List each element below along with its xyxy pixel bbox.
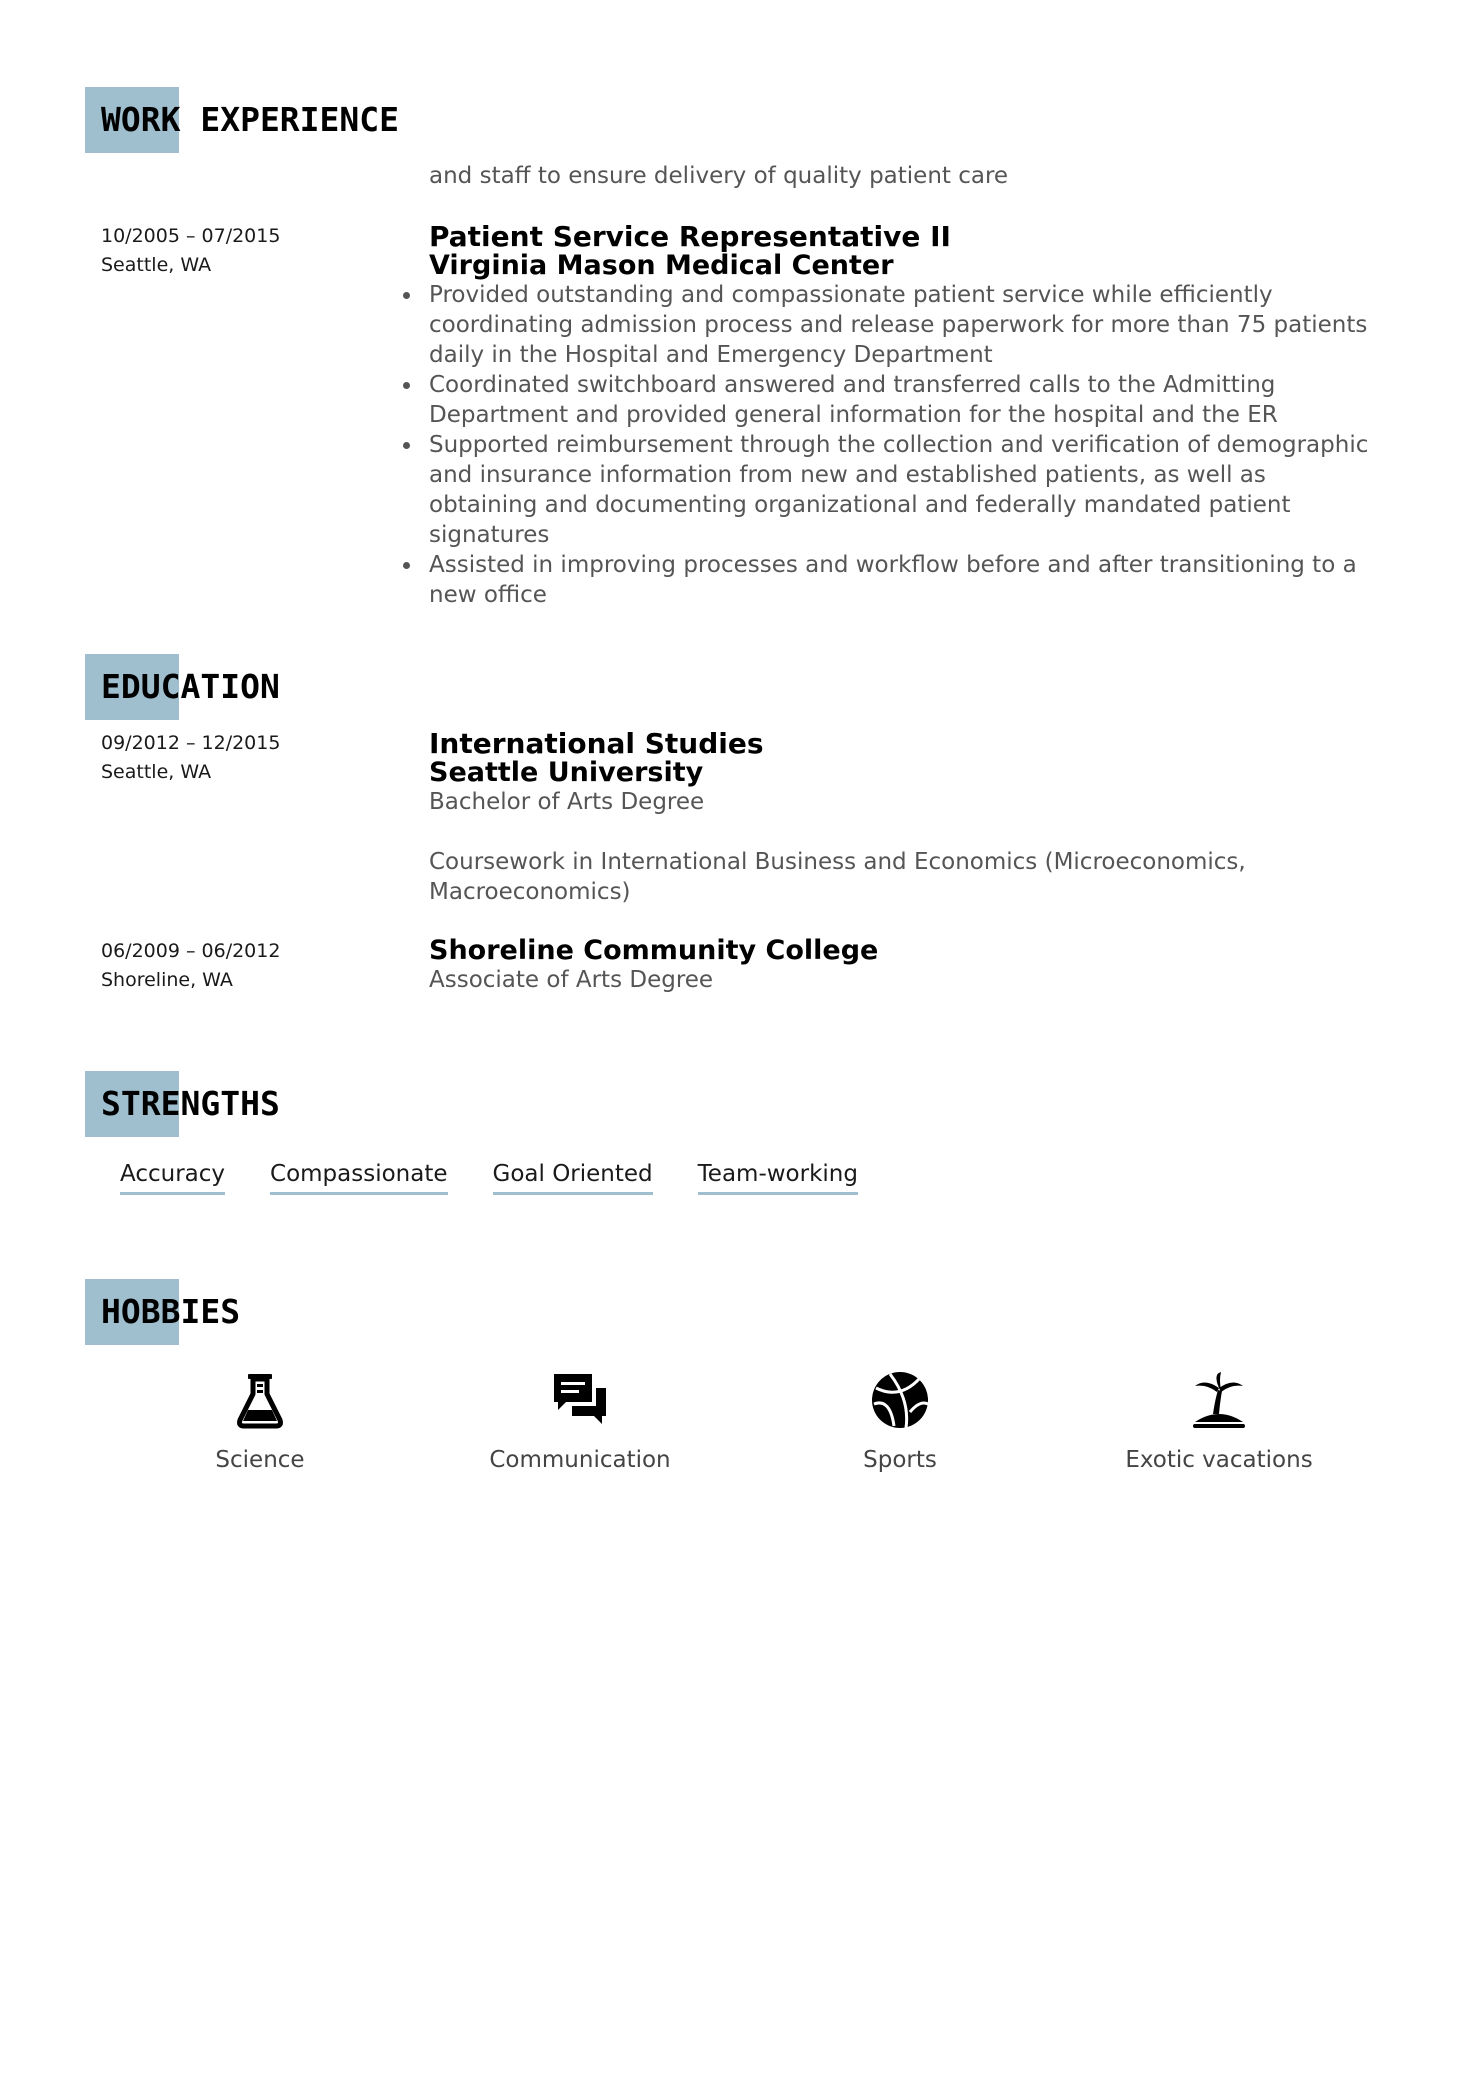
education-school: Seattle University bbox=[429, 757, 704, 788]
education-location: Seattle, WA bbox=[101, 761, 212, 783]
basketball-icon bbox=[870, 1370, 930, 1430]
strength-tag: Compassionate bbox=[270, 1157, 448, 1195]
flask-icon bbox=[230, 1370, 290, 1430]
bullet-dot bbox=[403, 292, 410, 299]
job-title: Patient Service Representative II bbox=[429, 220, 951, 253]
job-location: Seattle, WA bbox=[101, 254, 212, 276]
list-item: Supported reimbursement through the collection and verification of demographic and insurance information from new and established patients, as well as obtaining and documenting organizational and federally mandated patient signatures bbox=[429, 430, 1379, 550]
list-item: Assisted in improving processes and workflow before and after transitioning to a new office bbox=[429, 550, 1379, 610]
education-dates: 09/2012 – 12/2015 bbox=[101, 732, 281, 754]
hobby-communication bbox=[460, 1370, 700, 1476]
hobby-sports bbox=[780, 1370, 1020, 1476]
job-employer: Virginia Mason Medical Center bbox=[429, 250, 894, 281]
education-meta-2 bbox=[101, 937, 401, 995]
hobby-label: Science bbox=[215, 1447, 305, 1473]
strengths-list bbox=[120, 1157, 903, 1195]
section-title: EDUCATION bbox=[101, 667, 280, 706]
education-school: Shoreline Community College bbox=[429, 935, 879, 966]
bullet-dot bbox=[403, 442, 410, 449]
bullet-dot bbox=[403, 562, 410, 569]
section-title: HOBBIES bbox=[101, 1292, 241, 1331]
list-item: Provided outstanding and compassionate patient service while efficiently coordinating admission process and release paperwork for more than 75 patients daily in the Hospital and Emergency Department bbox=[429, 280, 1379, 370]
palm-island-icon bbox=[1189, 1370, 1249, 1430]
education-dates: 06/2009 – 06/2012 bbox=[101, 940, 281, 962]
strength-tag: Goal Oriented bbox=[493, 1157, 653, 1195]
job-bullets bbox=[429, 280, 1379, 610]
job-dates: 10/2005 – 07/2015 bbox=[101, 225, 281, 247]
education-degree: Associate of Arts Degree bbox=[429, 967, 714, 993]
hobby-exotic-vacations bbox=[1099, 1370, 1339, 1476]
education-degree: Bachelor of Arts Degree bbox=[429, 789, 705, 815]
hobby-label: Exotic vacations bbox=[1125, 1447, 1313, 1473]
hobby-label: Sports bbox=[863, 1447, 937, 1473]
education-note: Coursework in International Business and Economics (Microeconomics, Macroeconomics) bbox=[429, 849, 1246, 905]
work-continuation-text: and staff to ensure delivery of quality patient care bbox=[429, 163, 1009, 189]
job-meta bbox=[101, 222, 401, 280]
strength-tag: Accuracy bbox=[120, 1157, 225, 1195]
education-details-1 bbox=[429, 729, 1379, 907]
education-location: Shoreline, WA bbox=[101, 969, 233, 991]
section-title: STRENGTHS bbox=[101, 1084, 280, 1123]
chat-icon bbox=[550, 1370, 610, 1430]
job-details bbox=[429, 222, 1379, 610]
education-meta-1 bbox=[101, 729, 401, 787]
hobby-science bbox=[140, 1370, 380, 1476]
education-field: International Studies bbox=[429, 727, 764, 760]
strength-tag: Team-working bbox=[698, 1157, 858, 1195]
education-details-2 bbox=[429, 937, 1379, 995]
list-item: Coordinated switchboard answered and transferred calls to the Admitting Department and provided general information for the hospital and the ER bbox=[429, 370, 1379, 430]
bullet-dot bbox=[403, 382, 410, 389]
section-title: WORK EXPERIENCE bbox=[101, 100, 400, 139]
hobby-label: Communication bbox=[489, 1447, 671, 1473]
